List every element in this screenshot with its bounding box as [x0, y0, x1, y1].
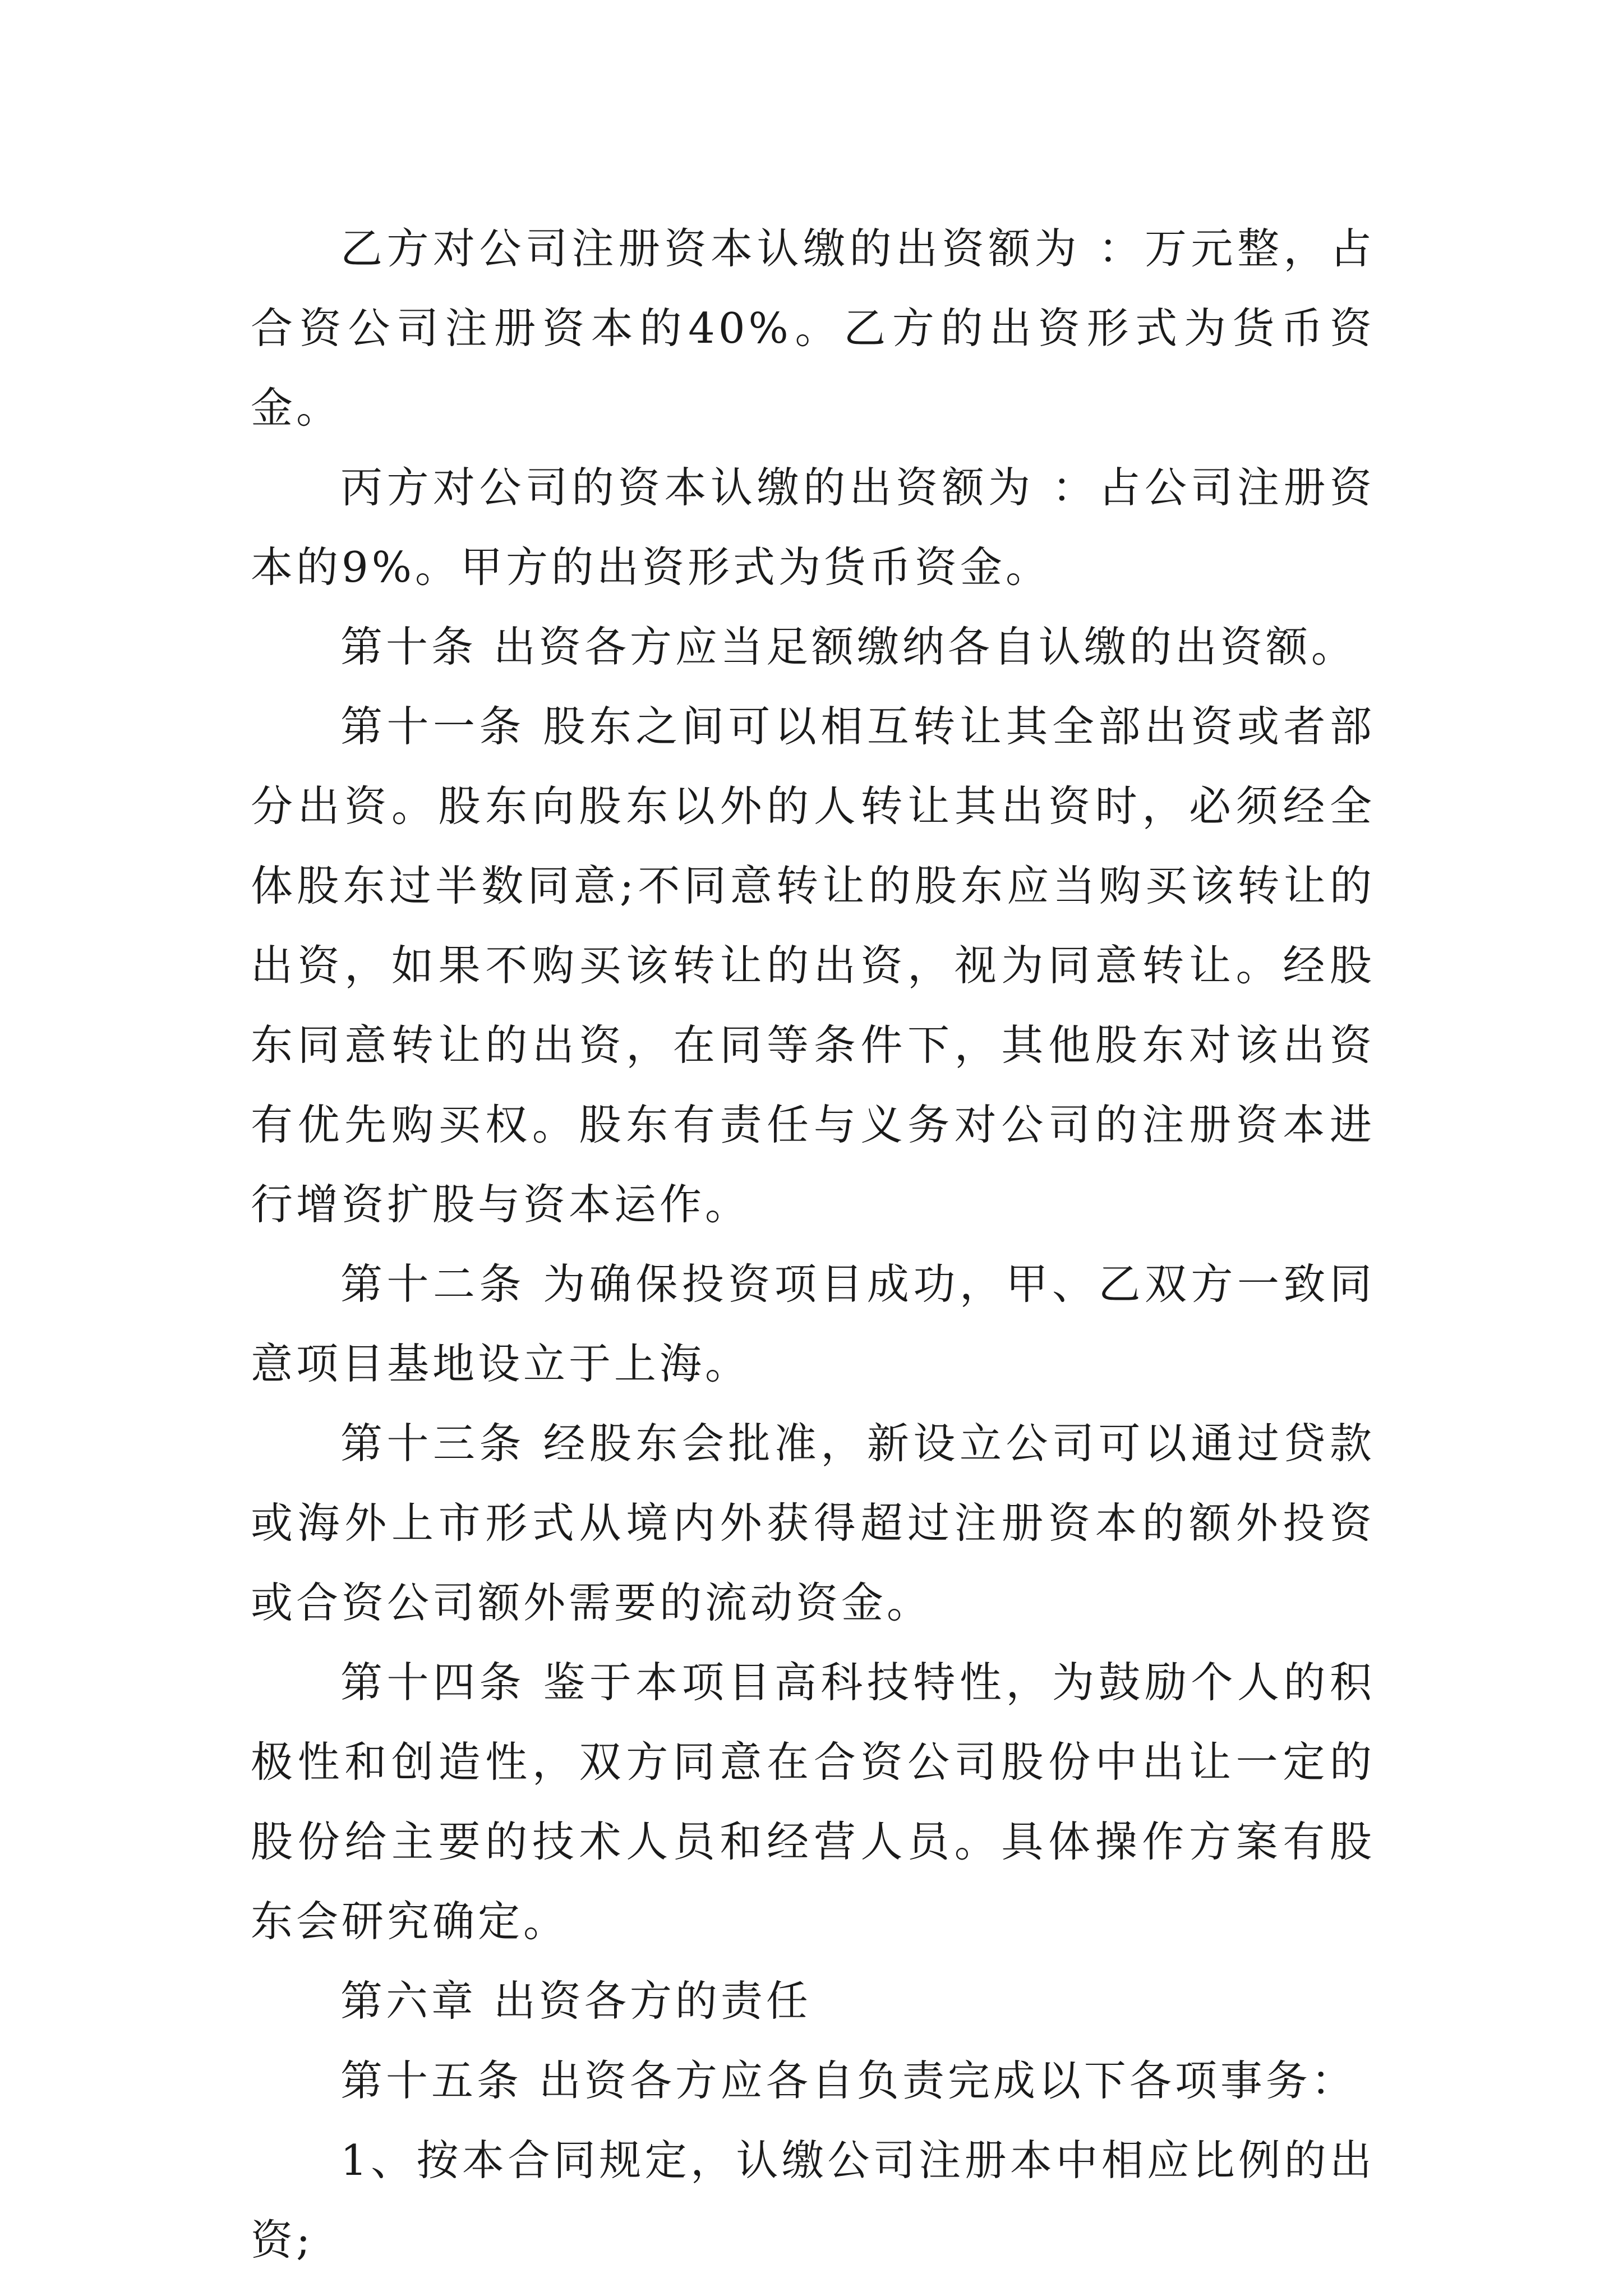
paragraph-bing-capital: 丙方对公司的资本认缴的出资额为 ：占公司注册资本的9%。甲方的出资形式为货币资金。 — [251, 463, 1375, 592]
document-body — [251, 209, 1375, 2280]
article-12: 第十二条 为确保投资项目成功，甲、乙双方一致同意项目基地设立于上海。 — [251, 1259, 1375, 1388]
article-10: 第十条 出资各方应当足额缴纳各自认缴的出资额。 — [340, 622, 1357, 671]
chapter-6-heading: 第六章 出资各方的责任 — [340, 1976, 811, 2026]
paragraph-yi-capital: 乙方对公司注册资本认缴的出资额为 ：万元整，占合资公司注册资本的40%。乙方的出资形式为货币资金。 — [251, 224, 1375, 432]
article-11: 第十一条 股东之间可以相互转让其全部出资或者部分出资。股东向股东以外的人转让其出资时，必须经全体股东过半数同意;不同意转让的股东应当购买该转让的出资，如果不购买该转让的出资，视为同意转让。经股东同意转让的出资，在同等条件下，其他股东对该出资有优先购买权。股东有责任与义务对公司的注册资本进行增资扩股与资本运作。 — [251, 702, 1375, 1229]
article-15: 第十五条 出资各方应各自负责完成以下各项事务： — [340, 2056, 1357, 2105]
article-15-item-1: 1、按本合同规定，认缴公司注册本中相应比例的出资; — [251, 2136, 1375, 2265]
article-14: 第十四条 鉴于本项目高科技特性，为鼓励个人的积极性和创造性，双方同意在合资公司股份中出让一定的股份给主要的技术人员和经营人员。具体操作方案有股东会研究确定。 — [251, 1658, 1375, 1946]
article-13: 第十三条 经股东会批准，新设立公司可以通过贷款或海外上市形式从境内外获得超过注册资本的额外投资或合资公司额外需要的流动资金。 — [251, 1419, 1375, 1627]
